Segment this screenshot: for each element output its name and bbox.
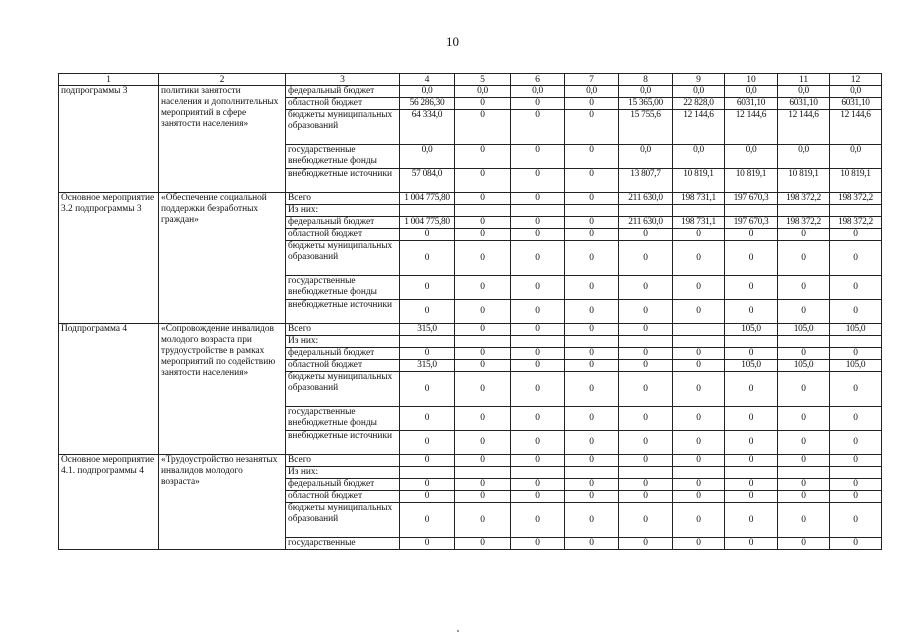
value-cell: 0 xyxy=(565,479,619,491)
value-cell: 0 xyxy=(619,348,673,360)
value-cell: 0 xyxy=(511,324,565,336)
value-cell: 105,0 xyxy=(830,360,882,372)
value-cell: 0 xyxy=(455,241,511,276)
value-cell: 0 xyxy=(511,241,565,276)
value-cell: 0 xyxy=(619,276,673,300)
value-cell: 0 xyxy=(565,229,619,241)
funding-source-cell: областной бюджет xyxy=(286,360,400,372)
value-cell: 0 xyxy=(619,455,673,467)
value-cell: 0 xyxy=(673,372,725,407)
funding-source-cell: бюджеты муниципальных образований xyxy=(286,372,400,407)
value-cell: 0 xyxy=(565,455,619,467)
column-header: 8 xyxy=(619,74,673,86)
value-cell: 12 144,6 xyxy=(725,110,778,145)
value-cell: 0 xyxy=(725,300,778,324)
measure-name-cell: политики занятости населения и дополнительных мероприятий в сфере занятости населения» xyxy=(159,86,286,193)
value-cell: 0,0 xyxy=(565,86,619,98)
column-header: 6 xyxy=(511,74,565,86)
value-cell: 0 xyxy=(830,348,882,360)
value-cell: 0 xyxy=(725,538,778,550)
value-cell: 197 670,3 xyxy=(725,193,778,205)
value-cell: 0 xyxy=(511,479,565,491)
value-cell xyxy=(673,336,725,348)
funding-source-cell: внебюджетные источники xyxy=(286,169,400,193)
value-cell: 0 xyxy=(778,538,830,550)
funding-source-cell: бюджеты муниципальных образований xyxy=(286,241,400,276)
value-cell: 0 xyxy=(619,538,673,550)
value-cell: 0 xyxy=(400,348,455,360)
value-cell: 0 xyxy=(673,455,725,467)
value-cell xyxy=(619,467,673,479)
value-cell: 0 xyxy=(565,360,619,372)
value-cell: 0 xyxy=(673,276,725,300)
funding-source-cell: федеральный бюджет xyxy=(286,479,400,491)
value-cell: 105,0 xyxy=(778,324,830,336)
value-cell: 0 xyxy=(455,324,511,336)
value-cell: 0 xyxy=(400,491,455,503)
value-cell: 0 xyxy=(455,407,511,431)
value-cell: 0 xyxy=(565,145,619,169)
value-cell xyxy=(565,336,619,348)
value-cell xyxy=(725,205,778,217)
value-cell: 0,0 xyxy=(830,86,882,98)
value-cell: 0 xyxy=(400,503,455,538)
value-cell: 0 xyxy=(400,479,455,491)
value-cell: 0 xyxy=(511,110,565,145)
value-cell: 0 xyxy=(511,455,565,467)
value-cell: 22 828,0 xyxy=(673,98,725,110)
funding-source-cell: государственные внебюджетные фонды xyxy=(286,145,400,169)
value-cell: 197 670,3 xyxy=(725,217,778,229)
value-cell: 0 xyxy=(455,503,511,538)
value-cell: 12 144,6 xyxy=(673,110,725,145)
value-cell: 0 xyxy=(725,241,778,276)
value-cell: 0 xyxy=(511,193,565,205)
value-cell: 0 xyxy=(565,300,619,324)
value-cell: 0 xyxy=(619,360,673,372)
value-cell: 0 xyxy=(511,169,565,193)
value-cell: 0 xyxy=(565,407,619,431)
value-cell xyxy=(830,336,882,348)
value-cell: 198 731,1 xyxy=(673,217,725,229)
value-cell: 0 xyxy=(619,324,673,336)
column-header: 3 xyxy=(286,74,400,86)
value-cell: 0 xyxy=(511,360,565,372)
value-cell: 315,0 xyxy=(400,360,455,372)
value-cell: 105,0 xyxy=(830,324,882,336)
column-header: 4 xyxy=(400,74,455,86)
table-row xyxy=(59,193,882,205)
value-cell: 0 xyxy=(400,300,455,324)
value-cell: 0 xyxy=(673,241,725,276)
value-cell: 0 xyxy=(830,503,882,538)
value-cell: 0 xyxy=(830,431,882,455)
value-cell xyxy=(673,205,725,217)
value-cell: 0 xyxy=(673,407,725,431)
value-cell: 0,0 xyxy=(725,86,778,98)
value-cell: 0 xyxy=(725,491,778,503)
value-cell: 0 xyxy=(565,241,619,276)
value-cell xyxy=(455,205,511,217)
value-cell: 0 xyxy=(455,538,511,550)
value-cell: 0 xyxy=(619,407,673,431)
value-cell: 0 xyxy=(778,241,830,276)
value-cell xyxy=(778,205,830,217)
value-cell: 0 xyxy=(619,503,673,538)
value-cell: 10 819,1 xyxy=(778,169,830,193)
value-cell: 0 xyxy=(565,276,619,300)
value-cell: 1 004 775,80 xyxy=(400,217,455,229)
value-cell: 0 xyxy=(565,538,619,550)
value-cell: 0 xyxy=(725,372,778,407)
value-cell: 0 xyxy=(455,193,511,205)
program-name-cell: подпрограммы 3 xyxy=(59,86,159,193)
value-cell xyxy=(511,467,565,479)
value-cell: 0 xyxy=(455,98,511,110)
value-cell: 0 xyxy=(511,407,565,431)
value-cell: 12 144,6 xyxy=(830,110,882,145)
value-cell: 0 xyxy=(778,300,830,324)
value-cell: 198 372,2 xyxy=(778,193,830,205)
funding-source-cell: государственные внебюджетные фонды xyxy=(286,276,400,300)
funding-source-cell: областной бюджет xyxy=(286,229,400,241)
value-cell: 0 xyxy=(778,503,830,538)
value-cell: 0 xyxy=(565,372,619,407)
value-cell: 0 xyxy=(830,372,882,407)
program-name-cell: Подпрограмма 4 xyxy=(59,324,159,455)
value-cell: 10 819,1 xyxy=(673,169,725,193)
value-cell: 0 xyxy=(565,169,619,193)
funding-source-cell: Всего xyxy=(286,193,400,205)
value-cell: 0 xyxy=(725,455,778,467)
value-cell: 0 xyxy=(455,360,511,372)
value-cell: 0 xyxy=(778,276,830,300)
value-cell: 0 xyxy=(511,98,565,110)
value-cell: 0 xyxy=(778,491,830,503)
value-cell: 0 xyxy=(830,455,882,467)
value-cell: 64 334,0 xyxy=(400,110,455,145)
value-cell: 0,0 xyxy=(619,86,673,98)
value-cell: 0 xyxy=(619,431,673,455)
value-cell: 0 xyxy=(455,372,511,407)
value-cell: 0 xyxy=(400,455,455,467)
value-cell: 0 xyxy=(830,241,882,276)
value-cell: 0 xyxy=(565,348,619,360)
value-cell: 0 xyxy=(619,372,673,407)
page-number: 10 xyxy=(446,34,459,49)
funding-source-cell: внебюджетные источники xyxy=(286,300,400,324)
value-cell xyxy=(778,467,830,479)
value-cell xyxy=(778,336,830,348)
measure-name-cell: «Трудоустройство незанятых инвалидов молодого возраста» xyxy=(159,455,286,550)
value-cell: 0,0 xyxy=(455,86,511,98)
table-row xyxy=(59,455,882,467)
value-cell: 0 xyxy=(455,217,511,229)
value-cell: 0 xyxy=(565,217,619,229)
value-cell: 0,0 xyxy=(619,145,673,169)
program-name-cell: Основное мероприятие 3.2 подпрограммы 3 xyxy=(59,193,159,324)
value-cell: 0 xyxy=(565,110,619,145)
value-cell: 0 xyxy=(778,455,830,467)
value-cell: 0 xyxy=(619,300,673,324)
value-cell: 0 xyxy=(830,276,882,300)
funding-source-cell: Из них: xyxy=(286,467,400,479)
column-header: 5 xyxy=(455,74,511,86)
value-cell: 105,0 xyxy=(778,360,830,372)
value-cell: 0 xyxy=(725,503,778,538)
value-cell: 0 xyxy=(778,479,830,491)
value-cell: 0 xyxy=(830,538,882,550)
value-cell: 0 xyxy=(725,348,778,360)
value-cell: 0,0 xyxy=(400,86,455,98)
column-header: 10 xyxy=(725,74,778,86)
value-cell: 56 286,30 xyxy=(400,98,455,110)
value-cell: 0 xyxy=(830,300,882,324)
value-cell: 0 xyxy=(455,229,511,241)
measure-name-cell: «Обеспечение социальной поддержки безработных граждан» xyxy=(159,193,286,324)
value-cell: 0 xyxy=(830,229,882,241)
column-header: 12 xyxy=(830,74,882,86)
value-cell: 0 xyxy=(673,348,725,360)
value-cell: 0 xyxy=(511,229,565,241)
value-cell: 0 xyxy=(619,479,673,491)
funding-source-cell: государственные xyxy=(286,538,400,550)
value-cell xyxy=(400,205,455,217)
funding-source-cell: государственные внебюджетные фонды xyxy=(286,407,400,431)
value-cell xyxy=(400,336,455,348)
value-cell xyxy=(673,324,725,336)
column-header: 1 xyxy=(59,74,159,86)
value-cell: 0 xyxy=(511,503,565,538)
value-cell: 0 xyxy=(455,348,511,360)
value-cell: 198 731,1 xyxy=(673,193,725,205)
value-cell: 0 xyxy=(511,491,565,503)
value-cell: 0 xyxy=(455,491,511,503)
value-cell: 0 xyxy=(673,229,725,241)
funding-source-cell: Всего xyxy=(286,324,400,336)
funding-source-cell: федеральный бюджет xyxy=(286,348,400,360)
value-cell: 0 xyxy=(725,407,778,431)
value-cell: 10 819,1 xyxy=(830,169,882,193)
value-cell: 0 xyxy=(565,98,619,110)
value-cell: 211 630,0 xyxy=(619,217,673,229)
funding-source-cell: Из них: xyxy=(286,205,400,217)
value-cell: 0 xyxy=(673,491,725,503)
value-cell: 0,0 xyxy=(511,86,565,98)
funding-source-cell: внебюджетные источники xyxy=(286,431,400,455)
funding-source-cell: Из них: xyxy=(286,336,400,348)
value-cell: 0 xyxy=(619,229,673,241)
value-cell: 0 xyxy=(619,241,673,276)
value-cell: 0 xyxy=(619,491,673,503)
program-name-cell: Основное мероприятие 4.1. подпрограммы 4 xyxy=(59,455,159,550)
value-cell: 0,0 xyxy=(830,145,882,169)
value-cell: 0 xyxy=(400,276,455,300)
value-cell: 0 xyxy=(511,217,565,229)
value-cell: 0 xyxy=(673,431,725,455)
value-cell: 0 xyxy=(725,276,778,300)
budget-table xyxy=(58,73,882,550)
value-cell: 0 xyxy=(673,360,725,372)
value-cell: 0 xyxy=(778,229,830,241)
value-cell: 0,0 xyxy=(673,145,725,169)
measure-name-cell: «Сопровождение инвалидов молодого возраста при трудоустройстве в рамках мероприятий по содействию занятости населения» xyxy=(159,324,286,455)
value-cell xyxy=(565,205,619,217)
value-cell: 57 084,0 xyxy=(400,169,455,193)
value-cell: 0 xyxy=(455,145,511,169)
value-cell: 0 xyxy=(455,455,511,467)
value-cell: 0 xyxy=(400,407,455,431)
value-cell: 0 xyxy=(455,276,511,300)
value-cell: 0 xyxy=(455,300,511,324)
column-header: 9 xyxy=(673,74,725,86)
value-cell: 0 xyxy=(725,229,778,241)
table-row xyxy=(59,324,882,336)
value-cell: 0 xyxy=(673,479,725,491)
value-cell xyxy=(725,467,778,479)
scan-dot xyxy=(457,630,459,632)
value-cell: 0 xyxy=(778,431,830,455)
value-cell: 0 xyxy=(511,145,565,169)
value-cell: 0 xyxy=(511,372,565,407)
column-header: 11 xyxy=(778,74,830,86)
value-cell xyxy=(400,467,455,479)
value-cell xyxy=(619,205,673,217)
value-cell xyxy=(619,336,673,348)
value-cell xyxy=(673,467,725,479)
funding-source-cell: бюджеты муниципальных образований xyxy=(286,110,400,145)
value-cell: 0 xyxy=(725,479,778,491)
value-cell: 0 xyxy=(673,503,725,538)
value-cell: 0 xyxy=(565,193,619,205)
value-cell: 10 819,1 xyxy=(725,169,778,193)
value-cell: 0 xyxy=(511,348,565,360)
value-cell: 13 807,7 xyxy=(619,169,673,193)
value-cell: 0 xyxy=(565,503,619,538)
value-cell xyxy=(455,336,511,348)
value-cell xyxy=(455,467,511,479)
value-cell xyxy=(511,336,565,348)
value-cell: 0 xyxy=(511,276,565,300)
value-cell: 0 xyxy=(455,479,511,491)
value-cell: 0 xyxy=(511,431,565,455)
value-cell: 0 xyxy=(455,110,511,145)
funding-source-cell: федеральный бюджет xyxy=(286,86,400,98)
value-cell: 0 xyxy=(400,538,455,550)
value-cell: 0 xyxy=(778,348,830,360)
value-cell: 0 xyxy=(400,372,455,407)
value-cell: 0 xyxy=(400,229,455,241)
funding-source-cell: Всего xyxy=(286,455,400,467)
value-cell: 6031,10 xyxy=(778,98,830,110)
value-cell xyxy=(830,205,882,217)
value-cell: 0,0 xyxy=(400,145,455,169)
value-cell: 0 xyxy=(778,372,830,407)
column-header: 2 xyxy=(159,74,286,86)
value-cell: 0 xyxy=(673,300,725,324)
header-row xyxy=(59,74,882,86)
value-cell: 0,0 xyxy=(778,86,830,98)
value-cell: 0 xyxy=(511,538,565,550)
value-cell: 1 004 775,80 xyxy=(400,193,455,205)
value-cell: 105,0 xyxy=(725,360,778,372)
funding-source-cell: бюджеты муниципальных образований xyxy=(286,503,400,538)
funding-source-cell: областной бюджет xyxy=(286,98,400,110)
value-cell: 0 xyxy=(455,169,511,193)
value-cell: 0 xyxy=(511,300,565,324)
value-cell: 0,0 xyxy=(725,145,778,169)
value-cell xyxy=(725,336,778,348)
value-cell: 0 xyxy=(455,431,511,455)
value-cell: 198 372,2 xyxy=(830,217,882,229)
value-cell: 0,0 xyxy=(778,145,830,169)
value-cell: 198 372,2 xyxy=(778,217,830,229)
value-cell: 0 xyxy=(830,479,882,491)
value-cell: 6031,10 xyxy=(725,98,778,110)
value-cell: 0 xyxy=(400,241,455,276)
value-cell: 0 xyxy=(400,431,455,455)
value-cell: 0 xyxy=(830,491,882,503)
value-cell xyxy=(565,467,619,479)
value-cell: 0 xyxy=(565,431,619,455)
value-cell: 0 xyxy=(565,491,619,503)
table-row xyxy=(59,86,882,98)
value-cell: 0 xyxy=(673,538,725,550)
value-cell: 0 xyxy=(830,407,882,431)
value-cell: 198 372,2 xyxy=(830,193,882,205)
value-cell: 12 144,6 xyxy=(778,110,830,145)
value-cell xyxy=(511,205,565,217)
value-cell: 105,0 xyxy=(725,324,778,336)
value-cell: 15 365,00 xyxy=(619,98,673,110)
column-header: 7 xyxy=(565,74,619,86)
funding-source-cell: областной бюджет xyxy=(286,491,400,503)
funding-source-cell: федеральный бюджет xyxy=(286,217,400,229)
value-cell: 0,0 xyxy=(673,86,725,98)
value-cell: 0 xyxy=(725,431,778,455)
value-cell: 15 755,6 xyxy=(619,110,673,145)
value-cell: 315,0 xyxy=(400,324,455,336)
value-cell: 6031,10 xyxy=(830,98,882,110)
value-cell xyxy=(830,467,882,479)
value-cell: 0 xyxy=(565,324,619,336)
value-cell: 0 xyxy=(778,407,830,431)
value-cell: 211 630,0 xyxy=(619,193,673,205)
